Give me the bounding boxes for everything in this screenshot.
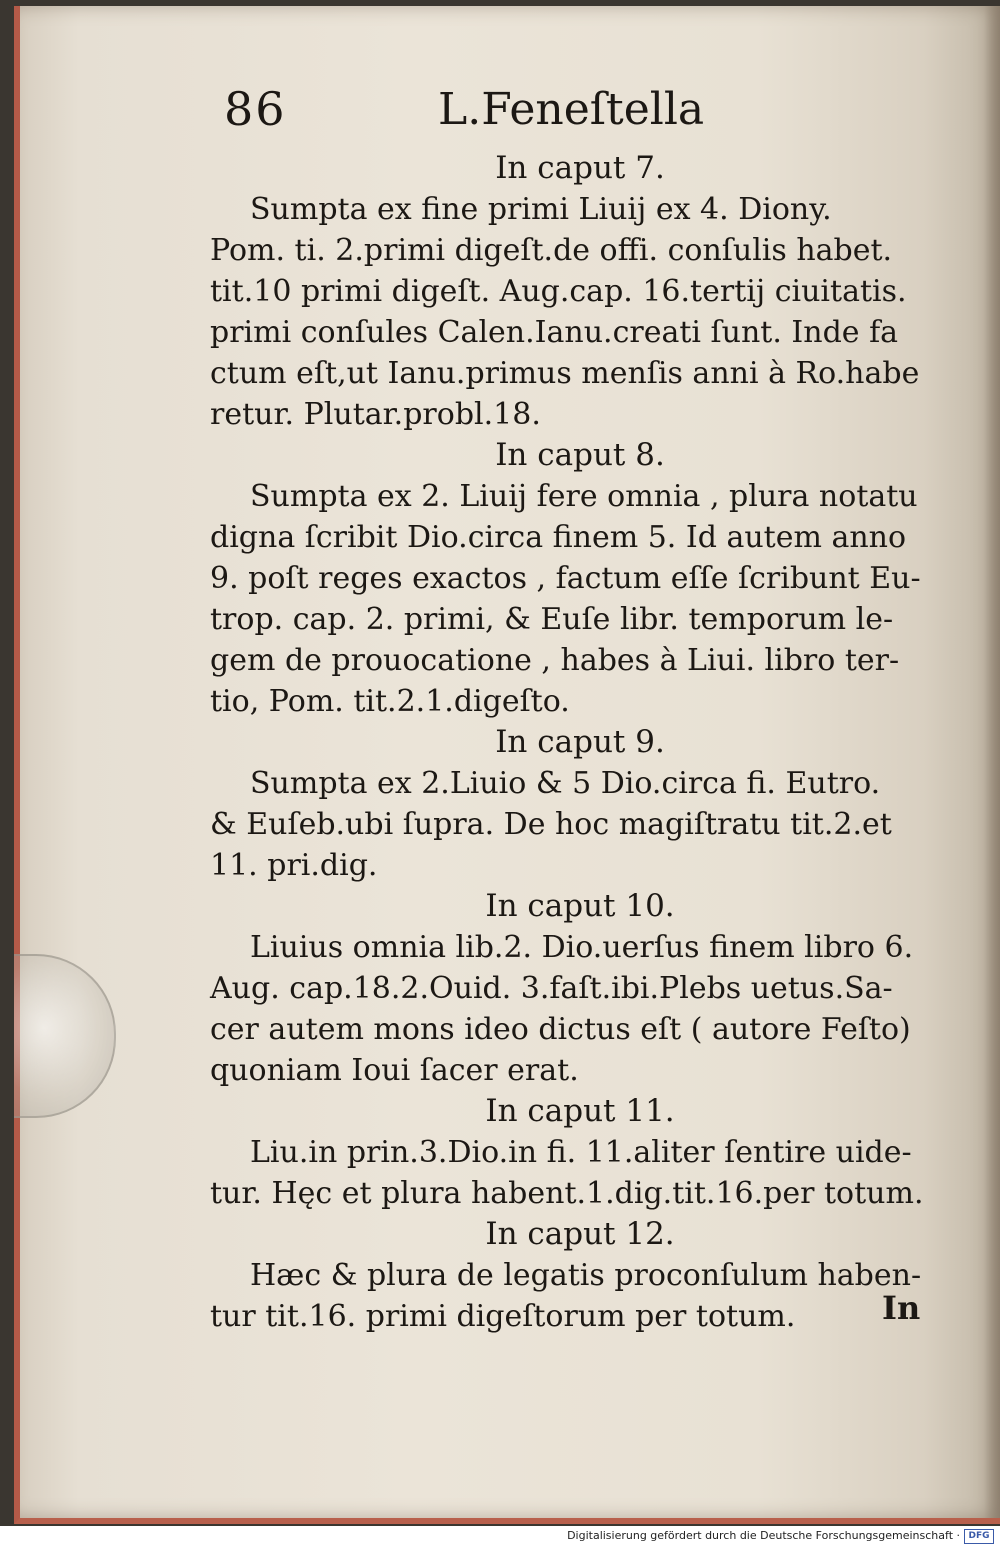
page-clip xyxy=(14,954,116,1118)
text-line: quoniam Ioui ſacer erat. xyxy=(210,1053,579,1088)
text-line: ctum eſt,ut Ianu.primus menſis anni à Ro.habe xyxy=(210,356,920,391)
text-line: 11. pri.dig. xyxy=(210,848,378,883)
paragraph xyxy=(210,763,930,886)
section-heading: In caput 12. xyxy=(485,1216,675,1252)
text-line: Liuius omnia lib.2. Dio.uerſus finem libro 6. xyxy=(250,930,914,965)
text-line: Sumpta ex 2. Liuij fere omnia , plura notatu xyxy=(250,479,918,514)
text-line: tur tit.16. primi digeſtorum per totum. xyxy=(210,1299,796,1334)
text-line: tit.10 primi digeſt. Aug.cap. 16.tertij ciuitatis. xyxy=(210,274,907,309)
paragraph xyxy=(210,1132,930,1214)
page-number: 86 xyxy=(224,82,287,136)
text-line: Sumpta ex 2.Liuio & 5 Dio.circa fi. Eutro. xyxy=(250,766,881,801)
paragraph xyxy=(210,189,930,435)
section xyxy=(210,148,930,435)
dfg-logo-icon: DFG xyxy=(964,1529,994,1544)
page-header xyxy=(210,76,930,148)
footer-bar xyxy=(0,1526,1000,1546)
section-heading: In caput 9. xyxy=(495,724,665,760)
running-head: L.Feneſtella xyxy=(438,84,705,135)
section xyxy=(210,1214,930,1337)
catchword: In xyxy=(882,1289,921,1327)
text-line: cer autem mons ideo dictus eſt ( autore Feſto) xyxy=(210,1012,911,1047)
section-heading: In caput 8. xyxy=(495,437,665,473)
section xyxy=(210,722,930,886)
paragraph xyxy=(210,1255,930,1337)
section-heading: In caput 10. xyxy=(485,888,675,924)
text-line: gem de prouocatione , habes à Liui. libro ter- xyxy=(210,643,900,678)
page-gutter-shadow xyxy=(984,6,1000,1518)
section-heading: In caput 11. xyxy=(485,1093,675,1129)
text-line: trop. cap. 2. primi, & Euſe libr. temporum le- xyxy=(210,602,894,637)
text-line: tur. Hęc et plura habent.1.dig.tit.16.per totum. xyxy=(210,1176,924,1211)
section-heading: In caput 7. xyxy=(495,150,665,186)
text-line: tio, Pom. tit.2.1.digeſto. xyxy=(210,684,570,719)
text-line: retur. Plutar.probl.18. xyxy=(210,397,541,432)
text-line: Liu.in prin.3.Dio.in fi. 11.aliter ſentire uide- xyxy=(250,1135,912,1170)
text-line: & Euſeb.ubi ſupra. De hoc magiſtratu tit.2.et xyxy=(210,807,892,842)
text-line: 9. poſt reges exactos , factum eſſe ſcribunt Eu- xyxy=(210,561,921,596)
section xyxy=(210,1091,930,1214)
text-line: Hæc & plura de legatis proconſulum haben- xyxy=(250,1258,922,1293)
section xyxy=(210,886,930,1091)
text-line: Aug. cap.18.2.Ouid. 3.faſt.ibi.Plebs uetus.Sa- xyxy=(210,971,893,1006)
page-paper xyxy=(14,6,1000,1524)
text-line: Pom. ti. 2.primi digeſt.de offi. conſulis habet. xyxy=(210,233,893,268)
text-line: primi conſules Calen.Ianu.creati ſunt. Inde fa xyxy=(210,315,899,350)
text-line: Sumpta ex fine primi Liuij ex 4. Diony. xyxy=(250,192,832,227)
paragraph xyxy=(210,476,930,722)
section xyxy=(210,435,930,722)
text-block xyxy=(210,76,930,1337)
text-line: digna ſcribit Dio.circa finem 5. Id autem anno xyxy=(210,520,907,555)
paragraph xyxy=(210,927,930,1091)
funding-credit: Digitalisierung gefördert durch die Deutsche Forschungsgemeinschaft · xyxy=(567,1529,960,1542)
